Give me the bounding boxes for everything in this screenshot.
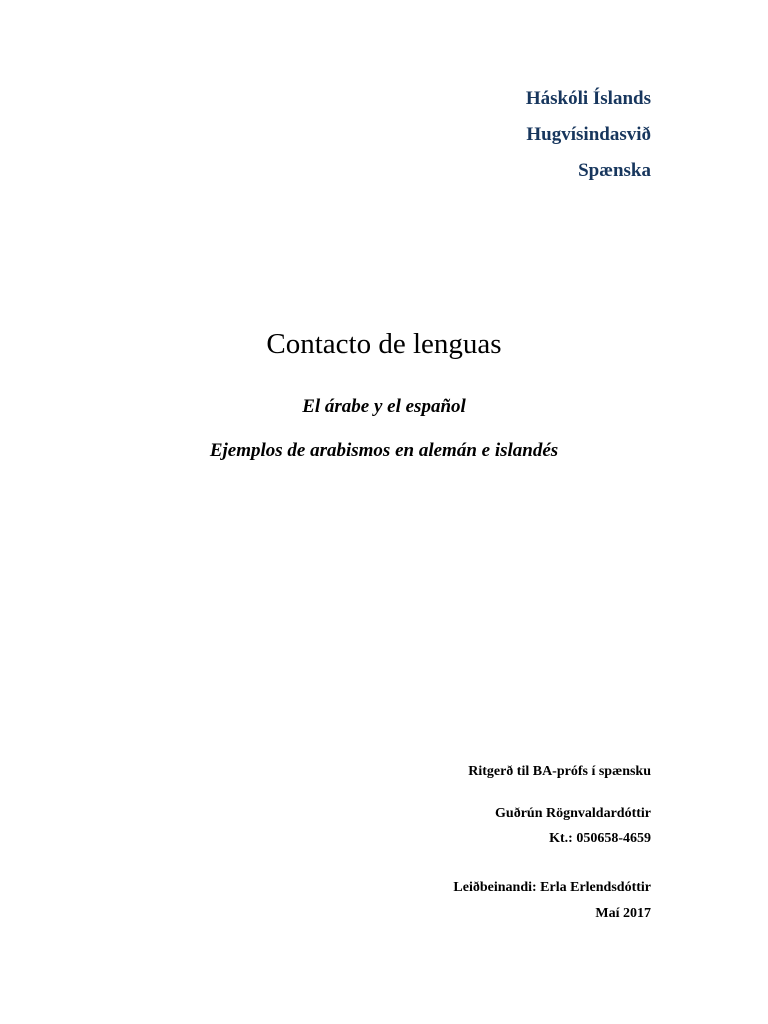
thesis-title-text: Contacto de lenguas <box>266 328 502 360</box>
thesis-type: Ritgerð til BA-prófs í spænsku <box>468 764 651 779</box>
thesis-subtitle-2: Ejemplos de arabismos en alemán e islandés <box>209 440 559 461</box>
thesis-title <box>0 328 768 361</box>
university-name: Háskóli Íslands <box>525 88 651 109</box>
supervisor-name: Leiðbeinandi: Erla Erlendsdóttir <box>453 880 651 895</box>
submission-date: Maí 2017 <box>595 906 651 921</box>
author-name: Guðrún Rögnvaldardóttir <box>495 806 651 821</box>
thesis-subtitle-1: El árabe y el español <box>302 396 466 417</box>
department-name: Spænska <box>578 160 651 181</box>
author-id-number: Kt.: 050658-4659 <box>549 831 651 846</box>
faculty-name: Hugvísindasvið <box>526 124 651 145</box>
